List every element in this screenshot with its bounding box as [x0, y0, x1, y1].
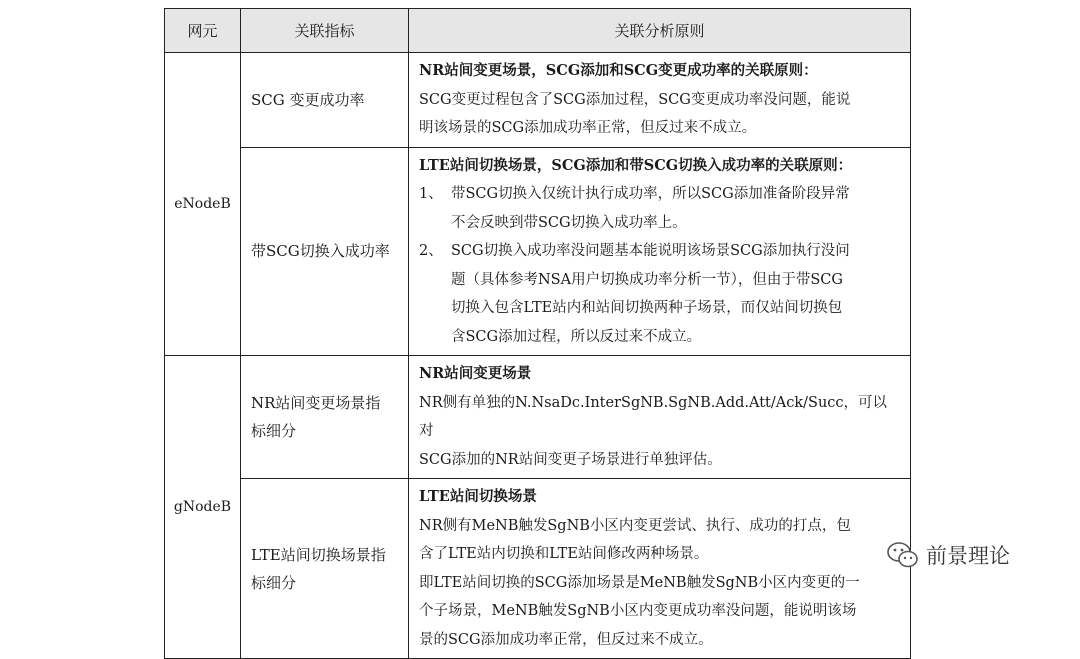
principle-title: NR站间变更场景，SCG添加和SCG变更成功率的关联原则：: [419, 62, 818, 79]
list-item-text: [451, 237, 900, 351]
principle-title: LTE站间切换场景，SCG添加和带SCG切换入成功率的关联原则：: [419, 156, 853, 174]
list-item-line: 切换入包含LTE站内和站间切换两种子场景，而仅站间切换包: [451, 300, 843, 316]
table-row: [165, 147, 911, 356]
principle-line: SCG添加的NR站间变更子场景进行单独评估。: [419, 451, 722, 468]
watermark-text: 前景理论: [926, 544, 1010, 568]
list-item: [419, 180, 900, 237]
metric-cell: [241, 356, 409, 479]
principle-line: 含了LTE站内切换和LTE站间修改两种场景。: [419, 546, 709, 562]
table-row: [165, 53, 911, 148]
principle-line: 明该场景的SCG添加成功率正常，但反过来不成立。: [419, 120, 757, 136]
list-item-number: 1、: [419, 186, 443, 202]
list-item-text: [451, 180, 900, 237]
list-item: [419, 237, 900, 351]
principle-line: 即LTE站间切换的SCG添加场景是MeNB触发SgNB小区内变更的一: [419, 574, 860, 591]
principle-line: NR侧有MeNB触发SgNB小区内变更尝试、执行、成功的打点，包: [419, 517, 851, 534]
list-item-number: 2、: [419, 243, 443, 259]
principle-line: 景的SCG添加成功率正常，但反过来不成立。: [419, 631, 713, 648]
list-item-line: 题（具体参考NSA用户切换成功率分析一节），但由于带SCG: [451, 271, 843, 288]
principle-line: 个子场景，MeNB触发SgNB小区内变更成功率没问题，能说明该场: [419, 603, 857, 619]
list-item-line: 不会反映到带SCG切换入成功率上。: [451, 214, 687, 231]
principle-cell: [409, 147, 911, 356]
metric-line: 标细分: [251, 422, 297, 440]
list-item-line: 带SCG切换入仅统计执行成功率，所以SCG添加准备阶段异常: [451, 186, 850, 202]
table-row: [165, 356, 911, 479]
wechat-icon: [886, 540, 920, 570]
table-row: [165, 479, 911, 659]
table-header-row: [165, 9, 911, 53]
header-related-metric: 关联指标: [241, 9, 409, 53]
list-item-line: 含SCG添加过程，所以反过来不成立。: [451, 328, 702, 345]
ne-cell-enodeb: eNodeB: [165, 53, 241, 356]
metric-cell: 带SCG切换入成功率: [241, 147, 409, 356]
metric-cell: SCG 变更成功率: [241, 53, 409, 148]
watermark: [886, 540, 1010, 570]
metric-line: NR站间变更场景指: [251, 394, 381, 412]
list-item-line: SCG切换入成功率没问题基本能说明该场景SCG添加执行没问: [451, 243, 850, 259]
metric-cell: [241, 479, 409, 659]
principle-title: LTE站间切换场景: [419, 488, 537, 505]
association-table: [164, 8, 911, 659]
principle-cell: [409, 479, 911, 659]
metric-line: LTE站间切换场景指: [251, 545, 386, 564]
metric-line: 标细分: [251, 573, 297, 592]
header-analysis-principle: 关联分析原则: [409, 9, 911, 53]
principle-cell: [409, 356, 911, 479]
principle-cell: [409, 53, 911, 148]
header-network-element: 网元: [165, 9, 241, 53]
principle-line: NR侧有单独的N.NsaDc.InterSgNB.SgNB.Add.Att/Ack/Succ，可以对: [419, 394, 888, 439]
ne-cell-gnodeb: gNodeB: [165, 356, 241, 659]
principle-line: SCG变更过程包含了SCG添加过程，SCG变更成功率没问题，能说: [419, 91, 851, 108]
principle-title: NR站间变更场景: [419, 365, 532, 382]
